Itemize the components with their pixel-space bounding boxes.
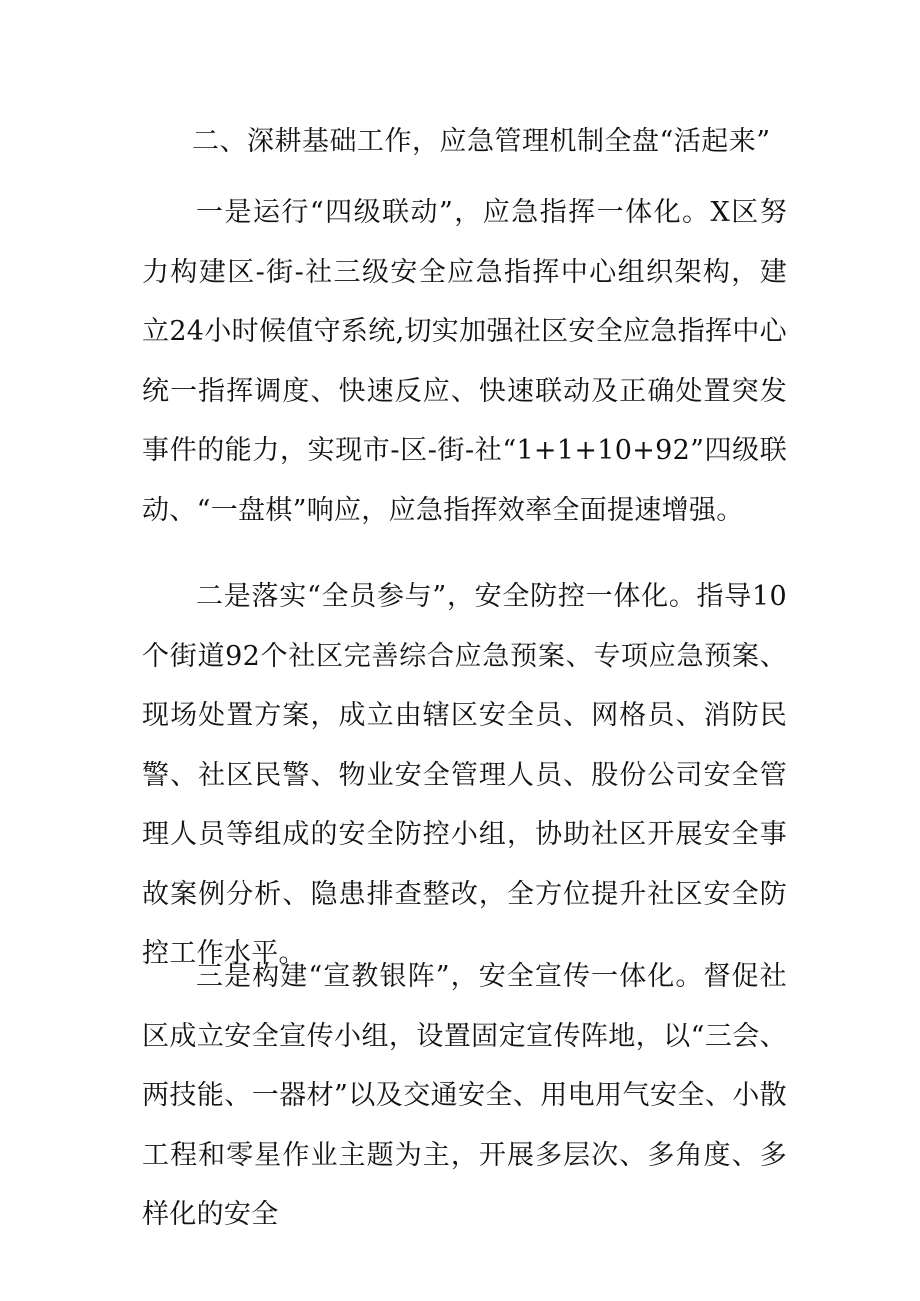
paragraph-publicity-education: 三是构建“宣教银阵”，安全宣传一体化。督促社区成立安全宣传小组，设置固定宣传阵地，以“三会、两技能、一器材”以及交通安全、用电用气安全、小散工程和零星作业主题为主，开展多层次、多角度、多样化的安全 (142, 961, 787, 1230)
section-heading: 二、深耕基础工作，应急管理机制全盘“活起来” (192, 126, 771, 157)
paragraph-four-level-linkage: 一是运行“四级联动”，应急指挥一体化。X区努力构建区-街-社三级安全应急指挥中心组织架构，建立24小时候值守系统,切实加强社区安全应急指挥中心统一指挥调度、快速反应、快速联动及正确处置突发事件的能力，实现市-区-街-社“1+1+10+92”四级联动、“一盘棋”响应，应急指挥效率全面提速增强。 (142, 197, 787, 526)
paragraph-full-participation: 二是落实“全员参与”，安全防控一体化。指导10个街道92个社区完善综合应急预案、专项应急预案、现场处置方案，成立由辖区安全员、网格员、消防民警、社区民警、物业安全管理人员、股份公司安全管理人员等组成的安全防控小组，协助社区开展安全事故案例分析、隐患排查整改，全方位提升社区安全防控工作水平。 (142, 581, 787, 969)
